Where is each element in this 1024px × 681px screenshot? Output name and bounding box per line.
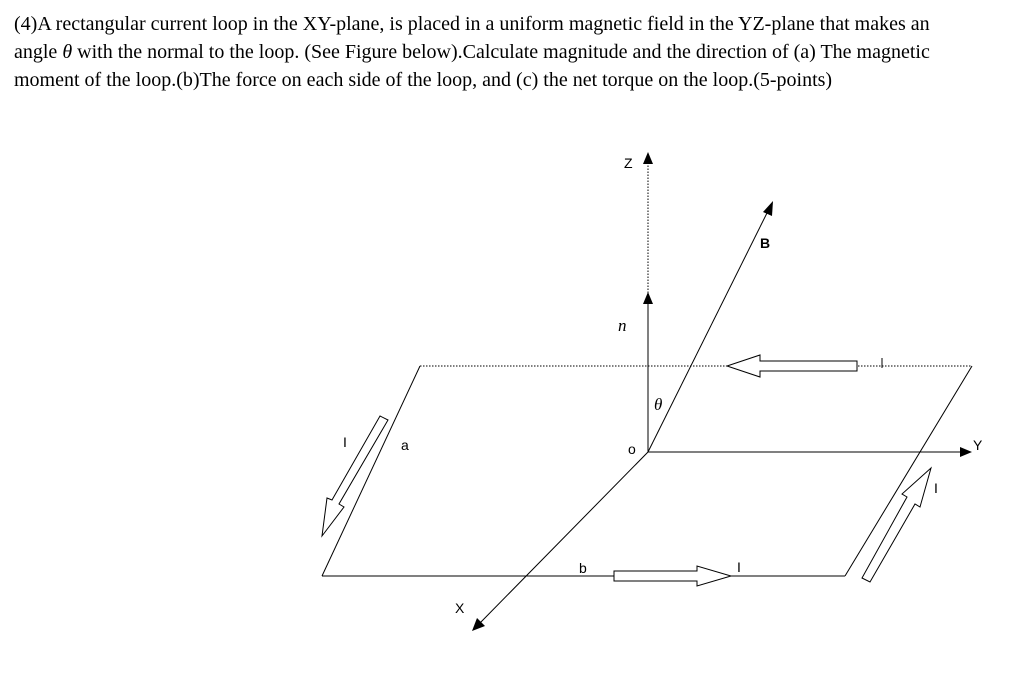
y-axis-label: Y (973, 437, 983, 453)
theta-symbol: θ (62, 41, 73, 63)
question-line-1: (4)A rectangular current loop in the XY-plane, is placed in a uniform magnetic field in the YZ-plane that makes an (14, 13, 930, 35)
question-line-2-start: angle (14, 41, 63, 63)
b-field-vector (648, 211, 771, 452)
current-bottom-label: I (737, 559, 741, 575)
b-field-label: B (760, 235, 771, 251)
side-b-label: b (579, 560, 587, 576)
loop-right-edge (845, 366, 972, 576)
current-arrow-top (727, 355, 857, 377)
z-axis-label: Z (624, 155, 633, 171)
current-arrow-right (862, 468, 931, 582)
x-axis-label: X (455, 600, 465, 616)
side-a-label: a (401, 437, 409, 453)
z-axis-arrowhead (643, 152, 653, 164)
question-line-3: moment of the loop.(b)The force on each side of the loop, and (c) the net torque on the loop.(5-points) (14, 69, 833, 91)
question-line-2-end: with the normal to the loop. (See Figure below).Calculate magnitude and the direction of (a) The magnetic (72, 41, 930, 63)
current-arrow-bottom (614, 566, 731, 586)
normal-label: n (618, 316, 627, 335)
current-left-label: I (343, 434, 347, 450)
x-axis (479, 452, 648, 624)
loop-left-edge (322, 366, 420, 576)
y-axis-arrowhead (960, 447, 972, 457)
current-right-label: I (934, 480, 938, 496)
normal-arrowhead (643, 292, 653, 304)
origin-label: o (628, 441, 636, 457)
b-field-arrowhead (763, 201, 773, 216)
angle-label: θ (654, 395, 663, 414)
current-arrow-left (322, 416, 388, 536)
